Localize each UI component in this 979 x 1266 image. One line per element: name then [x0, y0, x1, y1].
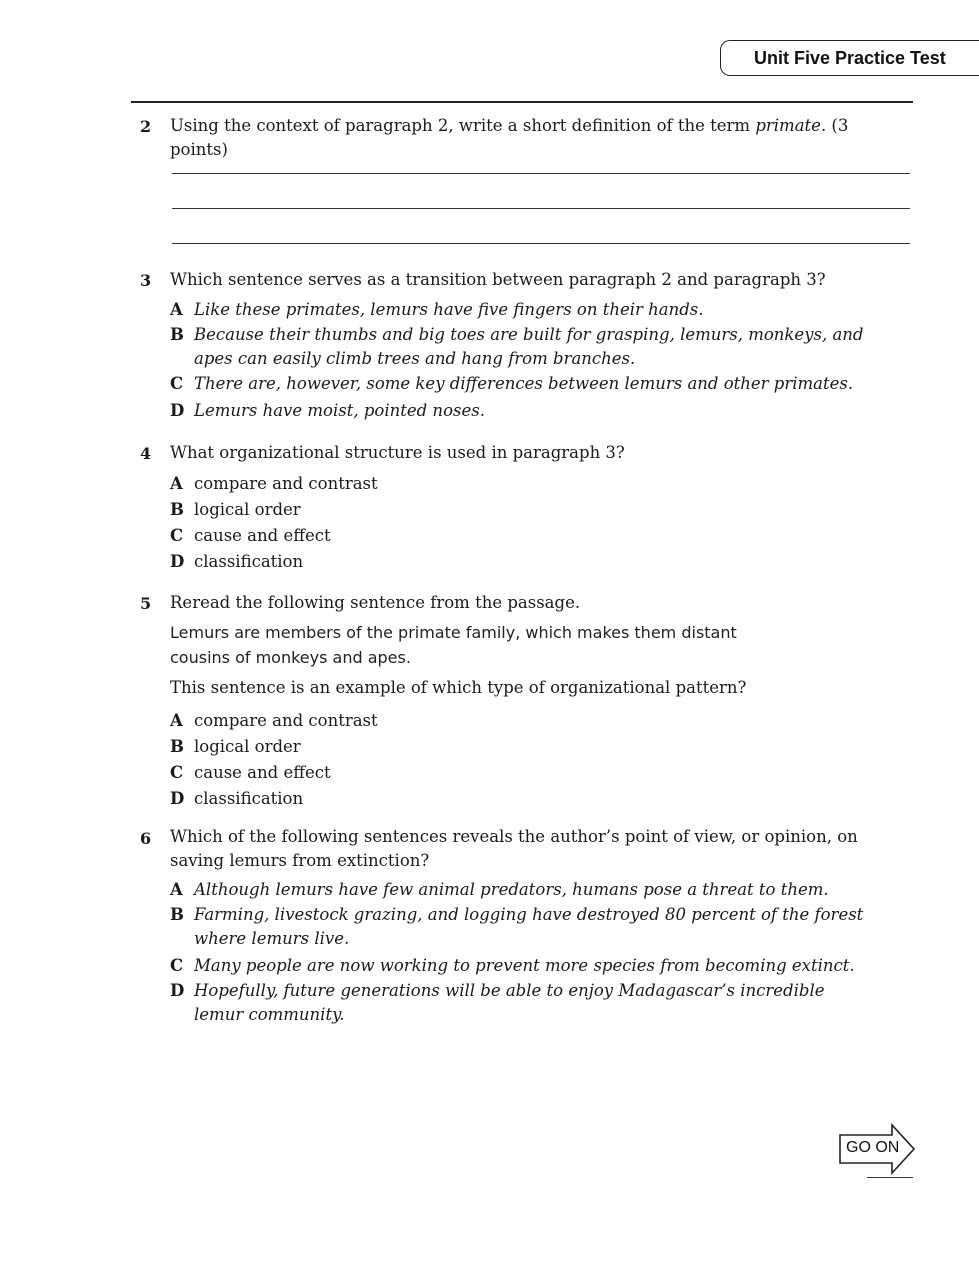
option-letter: D — [170, 789, 185, 808]
option-letter: C — [170, 526, 184, 545]
option-letter: C — [170, 956, 184, 975]
answer-option[interactable] — [170, 399, 870, 423]
option-letter: A — [170, 711, 183, 730]
go-on-label: GO ON — [846, 1139, 900, 1156]
option-text: classification — [194, 552, 304, 571]
question-text-part: . (3 points) — [170, 116, 849, 159]
option-text: Like these primates, lemurs have five fingers on their hands. — [194, 300, 704, 319]
option-text: classification — [194, 789, 304, 808]
option-text: compare and contrast — [194, 474, 378, 493]
question-text-part: Using the context of paragraph 2, write a short definition of the term — [170, 116, 756, 135]
option-letter: A — [170, 474, 183, 493]
option-text: Lemurs have moist, pointed noses. — [194, 401, 485, 420]
option-text: Many people are now working to prevent more species from becoming extinct. — [194, 956, 855, 975]
answer-option[interactable] — [170, 878, 870, 902]
answer-line[interactable] — [172, 208, 910, 209]
option-letter: D — [170, 981, 185, 1000]
answer-option[interactable] — [170, 709, 870, 733]
question-number: 4 — [140, 444, 152, 463]
option-text: Hopefully, future generations will be able to enjoy Madagascar’s incredible lemur community. — [194, 981, 825, 1024]
question-text — [170, 114, 900, 162]
answer-line[interactable] — [172, 243, 910, 244]
option-text: compare and contrast — [194, 711, 378, 730]
answer-option[interactable] — [170, 372, 870, 396]
option-letter: B — [170, 500, 184, 519]
question-text: What organizational structure is used in paragraph 3? — [170, 443, 625, 462]
question-number: 6 — [140, 829, 152, 848]
option-text: There are, however, some key differences between lemurs and other primates. — [194, 374, 854, 393]
answer-option[interactable] — [170, 903, 880, 951]
question-text: Which sentence serves as a transition between paragraph 2 and paragraph 3? — [170, 270, 826, 289]
option-letter: C — [170, 763, 184, 782]
answer-option[interactable] — [170, 472, 870, 496]
option-text: logical order — [194, 500, 301, 519]
answer-option[interactable] — [170, 787, 870, 811]
option-letter: B — [170, 325, 184, 344]
question-number: 5 — [140, 594, 152, 613]
answer-option[interactable] — [170, 498, 870, 522]
answer-line[interactable] — [172, 173, 910, 174]
option-letter: A — [170, 300, 183, 319]
option-letter: B — [170, 905, 184, 924]
option-letter: C — [170, 374, 184, 393]
question-term: primate — [755, 116, 821, 135]
option-text: Farming, livestock grazing, and logging have destroyed 80 percent of the forest where lemurs live. — [194, 905, 864, 948]
question-text: Which of the following sentences reveals the author’s point of view, or opinion, on saving lemurs from extinction? — [170, 827, 858, 870]
answer-option[interactable] — [170, 323, 870, 371]
answer-option[interactable] — [170, 761, 870, 785]
option-text: cause and effect — [194, 526, 331, 545]
option-letter: A — [170, 880, 183, 899]
footer-rule — [867, 1177, 913, 1178]
answer-option[interactable] — [170, 524, 870, 548]
option-letter: D — [170, 401, 185, 420]
answer-option[interactable] — [170, 954, 870, 978]
answer-option[interactable] — [170, 979, 860, 1027]
option-text: cause and effect — [194, 763, 331, 782]
question-text: Reread the following sentence from the passage. — [170, 593, 581, 612]
question-prompt: This sentence is an example of which type of organizational pattern? — [170, 678, 747, 697]
passage-excerpt: Lemurs are members of the primate family, which makes them distant cousins of monkeys and apes. — [170, 623, 737, 667]
page-title: Unit Five Practice Test — [754, 48, 946, 68]
option-letter: B — [170, 737, 184, 756]
question-number: 3 — [140, 271, 152, 290]
answer-option[interactable] — [170, 735, 870, 759]
option-text: Although lemurs have few animal predators, humans pose a threat to them. — [194, 880, 829, 899]
option-text: Because their thumbs and big toes are built for grasping, lemurs, monkeys, and apes can easily climb trees and hang from branches. — [194, 325, 864, 368]
answer-option[interactable] — [170, 298, 870, 322]
question-number: 2 — [140, 117, 152, 136]
header-rule — [131, 101, 913, 103]
answer-option[interactable] — [170, 550, 870, 574]
option-text: logical order — [194, 737, 301, 756]
option-letter: D — [170, 552, 185, 571]
